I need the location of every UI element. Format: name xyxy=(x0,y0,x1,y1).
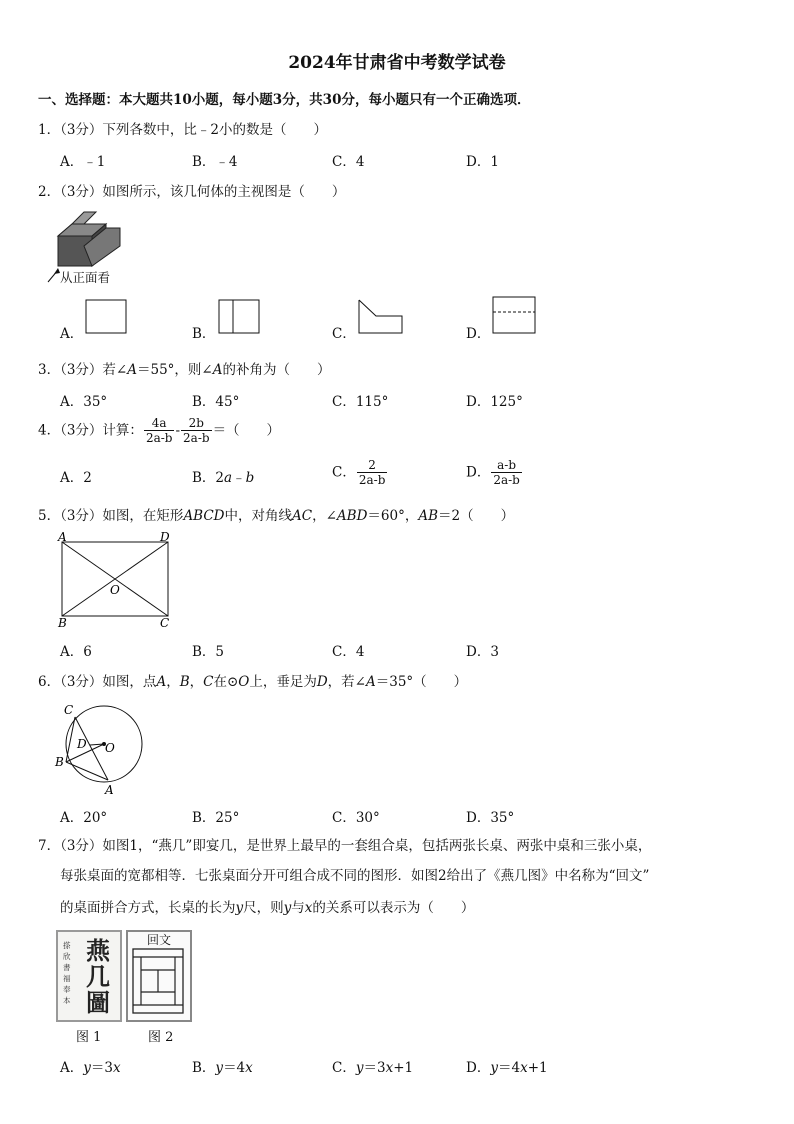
q7-var: x xyxy=(112,1060,121,1076)
q6-label-d: D xyxy=(77,737,87,751)
q4-option-b[interactable] xyxy=(192,466,254,486)
q6-stem-part: 上，垂足为 xyxy=(249,674,317,690)
q5-option-c[interactable]: C．4 xyxy=(332,644,365,660)
q7-option-a-label: A． xyxy=(60,1060,84,1076)
q4-option-d[interactable] xyxy=(466,458,523,487)
q5-label-c: C xyxy=(160,616,170,630)
q2-option-b-figure xyxy=(218,299,262,337)
q6-stem-part: ，若∠ xyxy=(327,674,366,690)
q3-stem-part: ＝55°，则∠ xyxy=(137,362,213,378)
q3-stem-part: 3．（3分）若∠ xyxy=(38,362,128,378)
q7-option-c-label: C． xyxy=(332,1060,356,1076)
q7-option-part: ＝4 xyxy=(223,1060,246,1076)
q2-option-d[interactable]: D． xyxy=(466,326,491,342)
q7-figure-2-caption: 图 2 xyxy=(148,1030,174,1045)
q7-option-part: ＝3 xyxy=(363,1060,386,1076)
q7-option-c[interactable] xyxy=(332,1056,413,1076)
q6-option-c[interactable]: C．30° xyxy=(332,810,380,826)
section-heading: 一、选择题：本大题共10小题，每小题3分，共30分，每小题只有一个正确选项． xyxy=(38,92,531,108)
q4-stem-part: ＝（ ） xyxy=(212,422,281,439)
q3-var: A xyxy=(212,362,223,378)
q1-option-d[interactable]: D．1 xyxy=(466,154,499,170)
q7-var: y xyxy=(215,1060,224,1076)
q7-option-d-label: D． xyxy=(466,1060,491,1076)
q7-option-d[interactable] xyxy=(466,1056,548,1076)
q7-stem-part: 的关系可以表示为（ ） xyxy=(312,900,475,916)
q7-figure-1-caption: 图 1 xyxy=(76,1030,102,1045)
q4-fraction-1 xyxy=(144,416,175,445)
q3-option-b[interactable]: B．45° xyxy=(192,394,240,410)
q5-label-d: D xyxy=(160,530,170,544)
q7-var: x xyxy=(245,1060,253,1076)
question-1-stem: 1．（3分）下列各数中，比﹣2小的数是（ ） xyxy=(38,122,328,138)
q7-var: y xyxy=(283,900,292,916)
q7-var: y xyxy=(83,1060,91,1076)
q4-var: b xyxy=(245,470,255,486)
q5-var: AB xyxy=(418,508,439,524)
question-2-stem: 2．（3分）如图所示，该几何体的主视图是（ ） xyxy=(38,184,346,200)
q4-stem-part: 4．（3分）计算： xyxy=(38,422,143,439)
q6-option-a[interactable]: A．20° xyxy=(60,810,108,826)
q3-option-a[interactable]: A．35° xyxy=(60,394,108,410)
q6-stem-part: ， xyxy=(189,674,204,690)
q5-label-o: O xyxy=(110,583,120,597)
q5-stem-part: 5．（3分）如图，在矩形 xyxy=(38,508,184,524)
q7-figure-2-title: 回文 xyxy=(146,933,171,947)
q4-option-d-label: D． xyxy=(466,464,491,481)
q2-view-label: 从正面看 xyxy=(60,270,111,285)
q3-var: A xyxy=(127,362,137,378)
q6-var: C xyxy=(203,674,214,690)
q6-option-b[interactable]: B．25° xyxy=(192,810,240,826)
q6-var: O xyxy=(238,674,250,690)
q7-var: y xyxy=(355,1060,364,1076)
q5-stem-part: ＝60°， xyxy=(367,508,419,524)
q7-var: x xyxy=(385,1060,394,1076)
q7-option-part: +1 xyxy=(393,1060,414,1076)
q4-option-c-label: C． xyxy=(332,464,356,481)
q2-option-b[interactable]: B． xyxy=(192,326,216,342)
q2-option-c[interactable]: C． xyxy=(332,326,356,342)
q7-stem-part: 与 xyxy=(291,900,305,916)
q5-var: ABD xyxy=(336,508,368,524)
q4-option-d-fraction xyxy=(491,458,522,487)
q5-stem-part: ，∠ xyxy=(312,508,337,524)
q5-option-b[interactable]: B．5 xyxy=(192,644,225,660)
q7-stem-part: 的桌面拼合方式，长桌的长为 xyxy=(60,900,236,916)
q7-option-part: ＝3 xyxy=(90,1060,113,1076)
q7-option-a[interactable] xyxy=(60,1056,121,1076)
q7-var: y xyxy=(490,1060,498,1076)
q5-label-a: A xyxy=(58,530,67,544)
q6-var: B xyxy=(179,674,190,690)
q7-figure-1-title: 燕几圖 xyxy=(86,936,110,1017)
q6-stem-part: 6．（3分）如图，点 xyxy=(38,674,157,690)
q4-option-c[interactable] xyxy=(332,458,388,487)
q4-fraction-2-den: 2a-b xyxy=(183,431,210,445)
question-5-stem xyxy=(38,504,514,524)
q7-var: x xyxy=(520,1060,528,1076)
q4-option-c-fraction xyxy=(357,458,388,487)
q5-option-d[interactable]: D．3 xyxy=(466,644,499,660)
q1-option-c[interactable]: C．4 xyxy=(332,154,365,170)
q5-option-a[interactable]: A．6 xyxy=(60,644,92,660)
q4-fraction-2-num: 2b xyxy=(181,416,212,431)
question-3-stem xyxy=(38,358,331,378)
q4-fraction-1-num: 4a xyxy=(144,416,175,431)
q4-option-c-den: 2a-b xyxy=(358,473,386,487)
q6-stem-part: 在⊙ xyxy=(213,674,239,690)
q4-option-b-minus: ﹣ xyxy=(232,470,246,486)
q6-label-b: B xyxy=(55,755,64,769)
q6-stem-part: ＝35°（ ） xyxy=(375,674,468,690)
q7-option-part: ＝4 xyxy=(497,1060,521,1076)
q6-label-a: A xyxy=(105,783,114,796)
q5-rectangle-figure xyxy=(52,530,182,630)
q7-figure-2 xyxy=(126,930,192,1022)
q1-option-a[interactable]: A．﹣1 xyxy=(60,154,106,170)
q4-option-b-num: 2 xyxy=(215,470,225,486)
q5-stem-part: ＝2（ ） xyxy=(438,508,515,524)
q2-option-c-figure xyxy=(358,299,406,337)
question-4-stem xyxy=(38,416,280,445)
question-6-stem xyxy=(38,670,467,690)
q4-option-c-num: 2 xyxy=(357,458,388,473)
q4-fraction-1-den: 2a-b xyxy=(145,431,173,445)
q7-option-b[interactable] xyxy=(192,1056,253,1076)
q4-option-a[interactable]: A．2 xyxy=(60,470,92,486)
q1-option-b[interactable]: B．﹣4 xyxy=(192,154,238,170)
q4-fraction-2 xyxy=(181,416,212,445)
question-7-line-1: 7．（3分）如图1，“燕几”即宴几，是世界上最早的一套组合桌，包括两张长桌、两张中桌和三张小桌， xyxy=(38,838,652,854)
q4-option-b-label: B． xyxy=(192,470,216,486)
q7-figure-1-small-text: 搽欣書福奉本 xyxy=(63,941,71,1005)
q3-stem-part: 的补角为（ ） xyxy=(222,362,331,378)
q4-option-d-num: a-b xyxy=(491,458,522,473)
q6-var: D xyxy=(316,674,328,690)
q6-var: A xyxy=(156,674,167,690)
q6-label-o: O xyxy=(105,741,115,755)
q7-figure-1 xyxy=(56,930,122,1022)
q7-figure-2-layout xyxy=(132,948,186,1016)
q3-option-d[interactable]: D．125° xyxy=(466,394,523,410)
q5-var: ABCD xyxy=(183,508,225,524)
q5-var: AC xyxy=(292,508,313,524)
exam-title: 2024年甘肃省中考数学试卷 xyxy=(288,53,506,73)
q2-option-d-figure xyxy=(492,296,538,336)
q6-var: A xyxy=(365,674,376,690)
q4-minus: - xyxy=(175,422,181,439)
q7-option-part: +1 xyxy=(527,1060,548,1076)
q7-var: y xyxy=(235,900,244,916)
q5-stem-part: 中，对角线 xyxy=(224,508,293,524)
q2-option-a-figure xyxy=(85,299,129,337)
q6-option-d[interactable]: D．35° xyxy=(466,810,515,826)
q3-option-c[interactable]: C．115° xyxy=(332,394,389,410)
q6-stem-part: ， xyxy=(166,674,180,690)
q4-var: a xyxy=(224,470,233,486)
q5-label-b: B xyxy=(58,616,67,630)
q7-option-b-label: B． xyxy=(192,1060,216,1076)
q7-stem-part: 尺，则 xyxy=(243,900,284,916)
q6-label-c: C xyxy=(64,703,74,717)
q2-option-a[interactable]: A． xyxy=(60,326,84,342)
q4-option-d-den: 2a-b xyxy=(493,473,520,487)
question-7-line-2: 每张桌面的宽都相等．七张桌面分开可组合成不同的图形．如图2给出了《燕几图》中名称为“回文” xyxy=(60,868,650,884)
question-7-line-3 xyxy=(60,896,474,916)
q7-var: x xyxy=(304,900,313,916)
q6-circle-figure xyxy=(52,700,152,796)
